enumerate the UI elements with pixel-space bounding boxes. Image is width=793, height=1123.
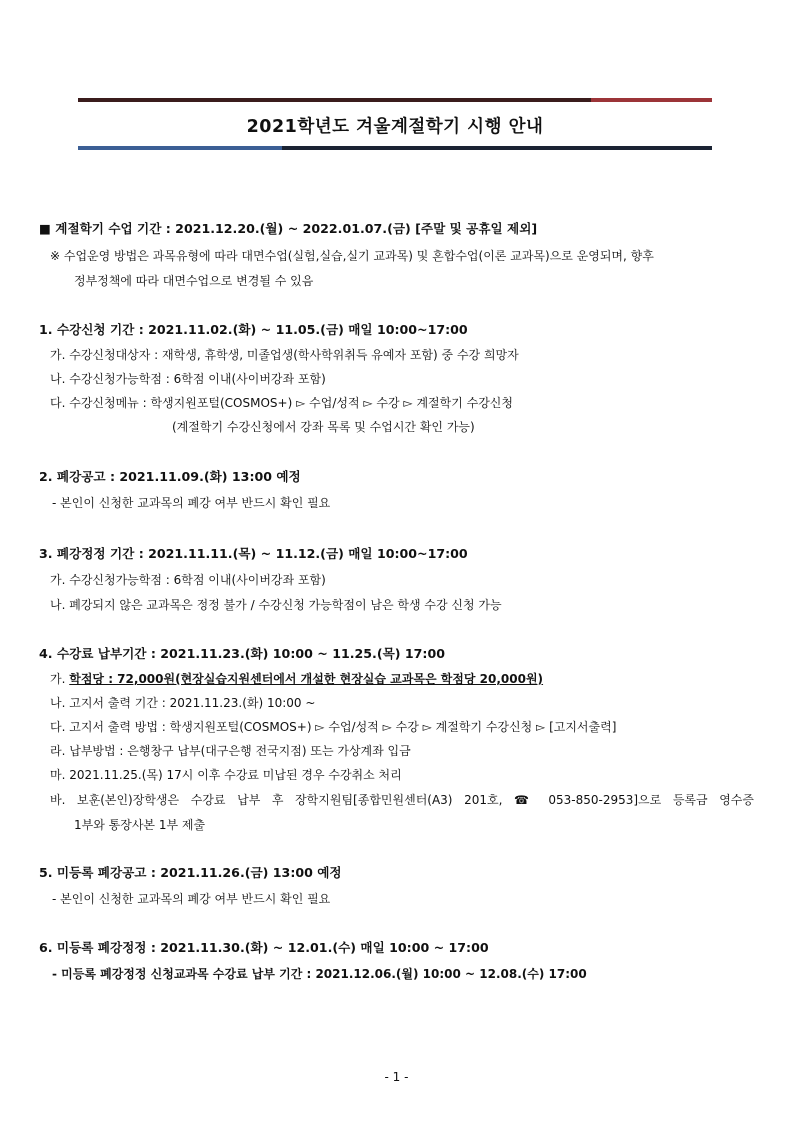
- section-4-heading: 4. 수강료 납부기간 : 2021.11.23.(화) 10:00 ~ 11.25.(목) 17:00: [39, 646, 445, 661]
- section-1-item: 다. 수강신청메뉴 : 학생지원포털(COSMOS+) ▻ 수업/성적 ▻ 수강 ▻ 계절학기 수강신청: [50, 396, 513, 410]
- tuition-per-credit-text: 학점당 : 72,000원(현장실습지원센터에서 개설한 현장실습 교과목은 학점당 20,000원): [69, 672, 544, 686]
- section-4-item: 1부와 통장사본 1부 제출: [74, 818, 206, 832]
- page-number: - 1 -: [384, 1070, 409, 1084]
- operation-note-line2: 정부정책에 따라 대면수업으로 변경될 수 있음: [74, 274, 314, 288]
- section-3-item: 가. 수강신청가능학점 : 6학점 이내(사이버강좌 포함): [50, 573, 326, 587]
- section-4-item: 나. 고지서 출력 기간 : 2021.11.23.(화) 10:00 ~: [50, 696, 316, 710]
- section-1-item: 나. 수강신청가능학점 : 6학점 이내(사이버강좌 포함): [50, 372, 326, 386]
- section-6-item: - 미등록 폐강정정 신청교과목 수강료 납부 기간 : 2021.12.06.(월) 10:00 ~ 12.08.(수) 17:00: [52, 967, 587, 981]
- title-top-rule: [78, 98, 712, 102]
- section-4-item: 마. 2021.11.25.(목) 17시 이후 수강료 미납된 경우 수강취소 처리: [50, 768, 402, 782]
- section-4-item: 바. 보훈(본인)장학생은 수강료 납부 후 장학지원팀[종합민원센터(A3) 201호, ☎ 053-850-2953]으로 등록금 영수증: [50, 793, 754, 807]
- section-3-item: 나. 폐강되지 않은 교과목은 정정 불가 / 수강신청 가능학점이 남은 학생 수강 신청 가능: [50, 598, 502, 612]
- section-5-item: - 본인이 신청한 교과목의 폐강 여부 반드시 확인 필요: [52, 892, 331, 906]
- item-marker: 가.: [50, 672, 66, 686]
- section-2-item: - 본인이 신청한 교과목의 폐강 여부 반드시 확인 필요: [52, 496, 331, 510]
- section-6-heading: 6. 미등록 폐강정정 : 2021.11.30.(화) ~ 12.01.(수) 매일 10:00 ~ 17:00: [39, 940, 489, 955]
- tuition-per-credit: [50, 671, 543, 687]
- section-1-item: 가. 수강신청대상자 : 재학생, 휴학생, 미졸업생(학사학위취득 유예자 포함) 중 수강 희망자: [50, 348, 519, 362]
- section-1-heading: 1. 수강신청 기간 : 2021.11.02.(화) ~ 11.05.(금) 매일 10:00~17:00: [39, 322, 468, 337]
- document-title: 2021학년도 겨울계절학기 시행 안내: [246, 117, 544, 137]
- section-5-heading: 5. 미등록 폐강공고 : 2021.11.26.(금) 13:00 예정: [39, 865, 342, 880]
- title-bottom-rule: [78, 146, 712, 150]
- section-4-item: 다. 고지서 출력 방법 : 학생지원포털(COSMOS+) ▻ 수업/성적 ▻ 수강 ▻ 계절학기 수강신청 ▻ [고지서출력]: [50, 720, 617, 734]
- operation-note-line1: ※ 수업운영 방법은 과목유형에 따라 대면수업(실험,실습,실기 교과목) 및 혼합수업(이론 교과목)으로 운영되며, 향후: [50, 249, 654, 263]
- section-3-heading: 3. 폐강정정 기간 : 2021.11.11.(목) ~ 11.12.(금) 매일 10:00~17:00: [39, 546, 468, 561]
- section-2-heading: 2. 폐강공고 : 2021.11.09.(화) 13:00 예정: [39, 469, 301, 484]
- session-period-heading: ■ 계절학기 수업 기간 : 2021.12.20.(월) ~ 2022.01.07.(금) [주말 및 공휴일 제외]: [39, 221, 538, 236]
- section-1-item: (계절학기 수강신청에서 강좌 목록 및 수업시간 확인 가능): [172, 420, 475, 434]
- section-4-item: 라. 납부방법 : 은행창구 납부(대구은행 전국지점) 또는 가상계좌 입금: [50, 744, 411, 758]
